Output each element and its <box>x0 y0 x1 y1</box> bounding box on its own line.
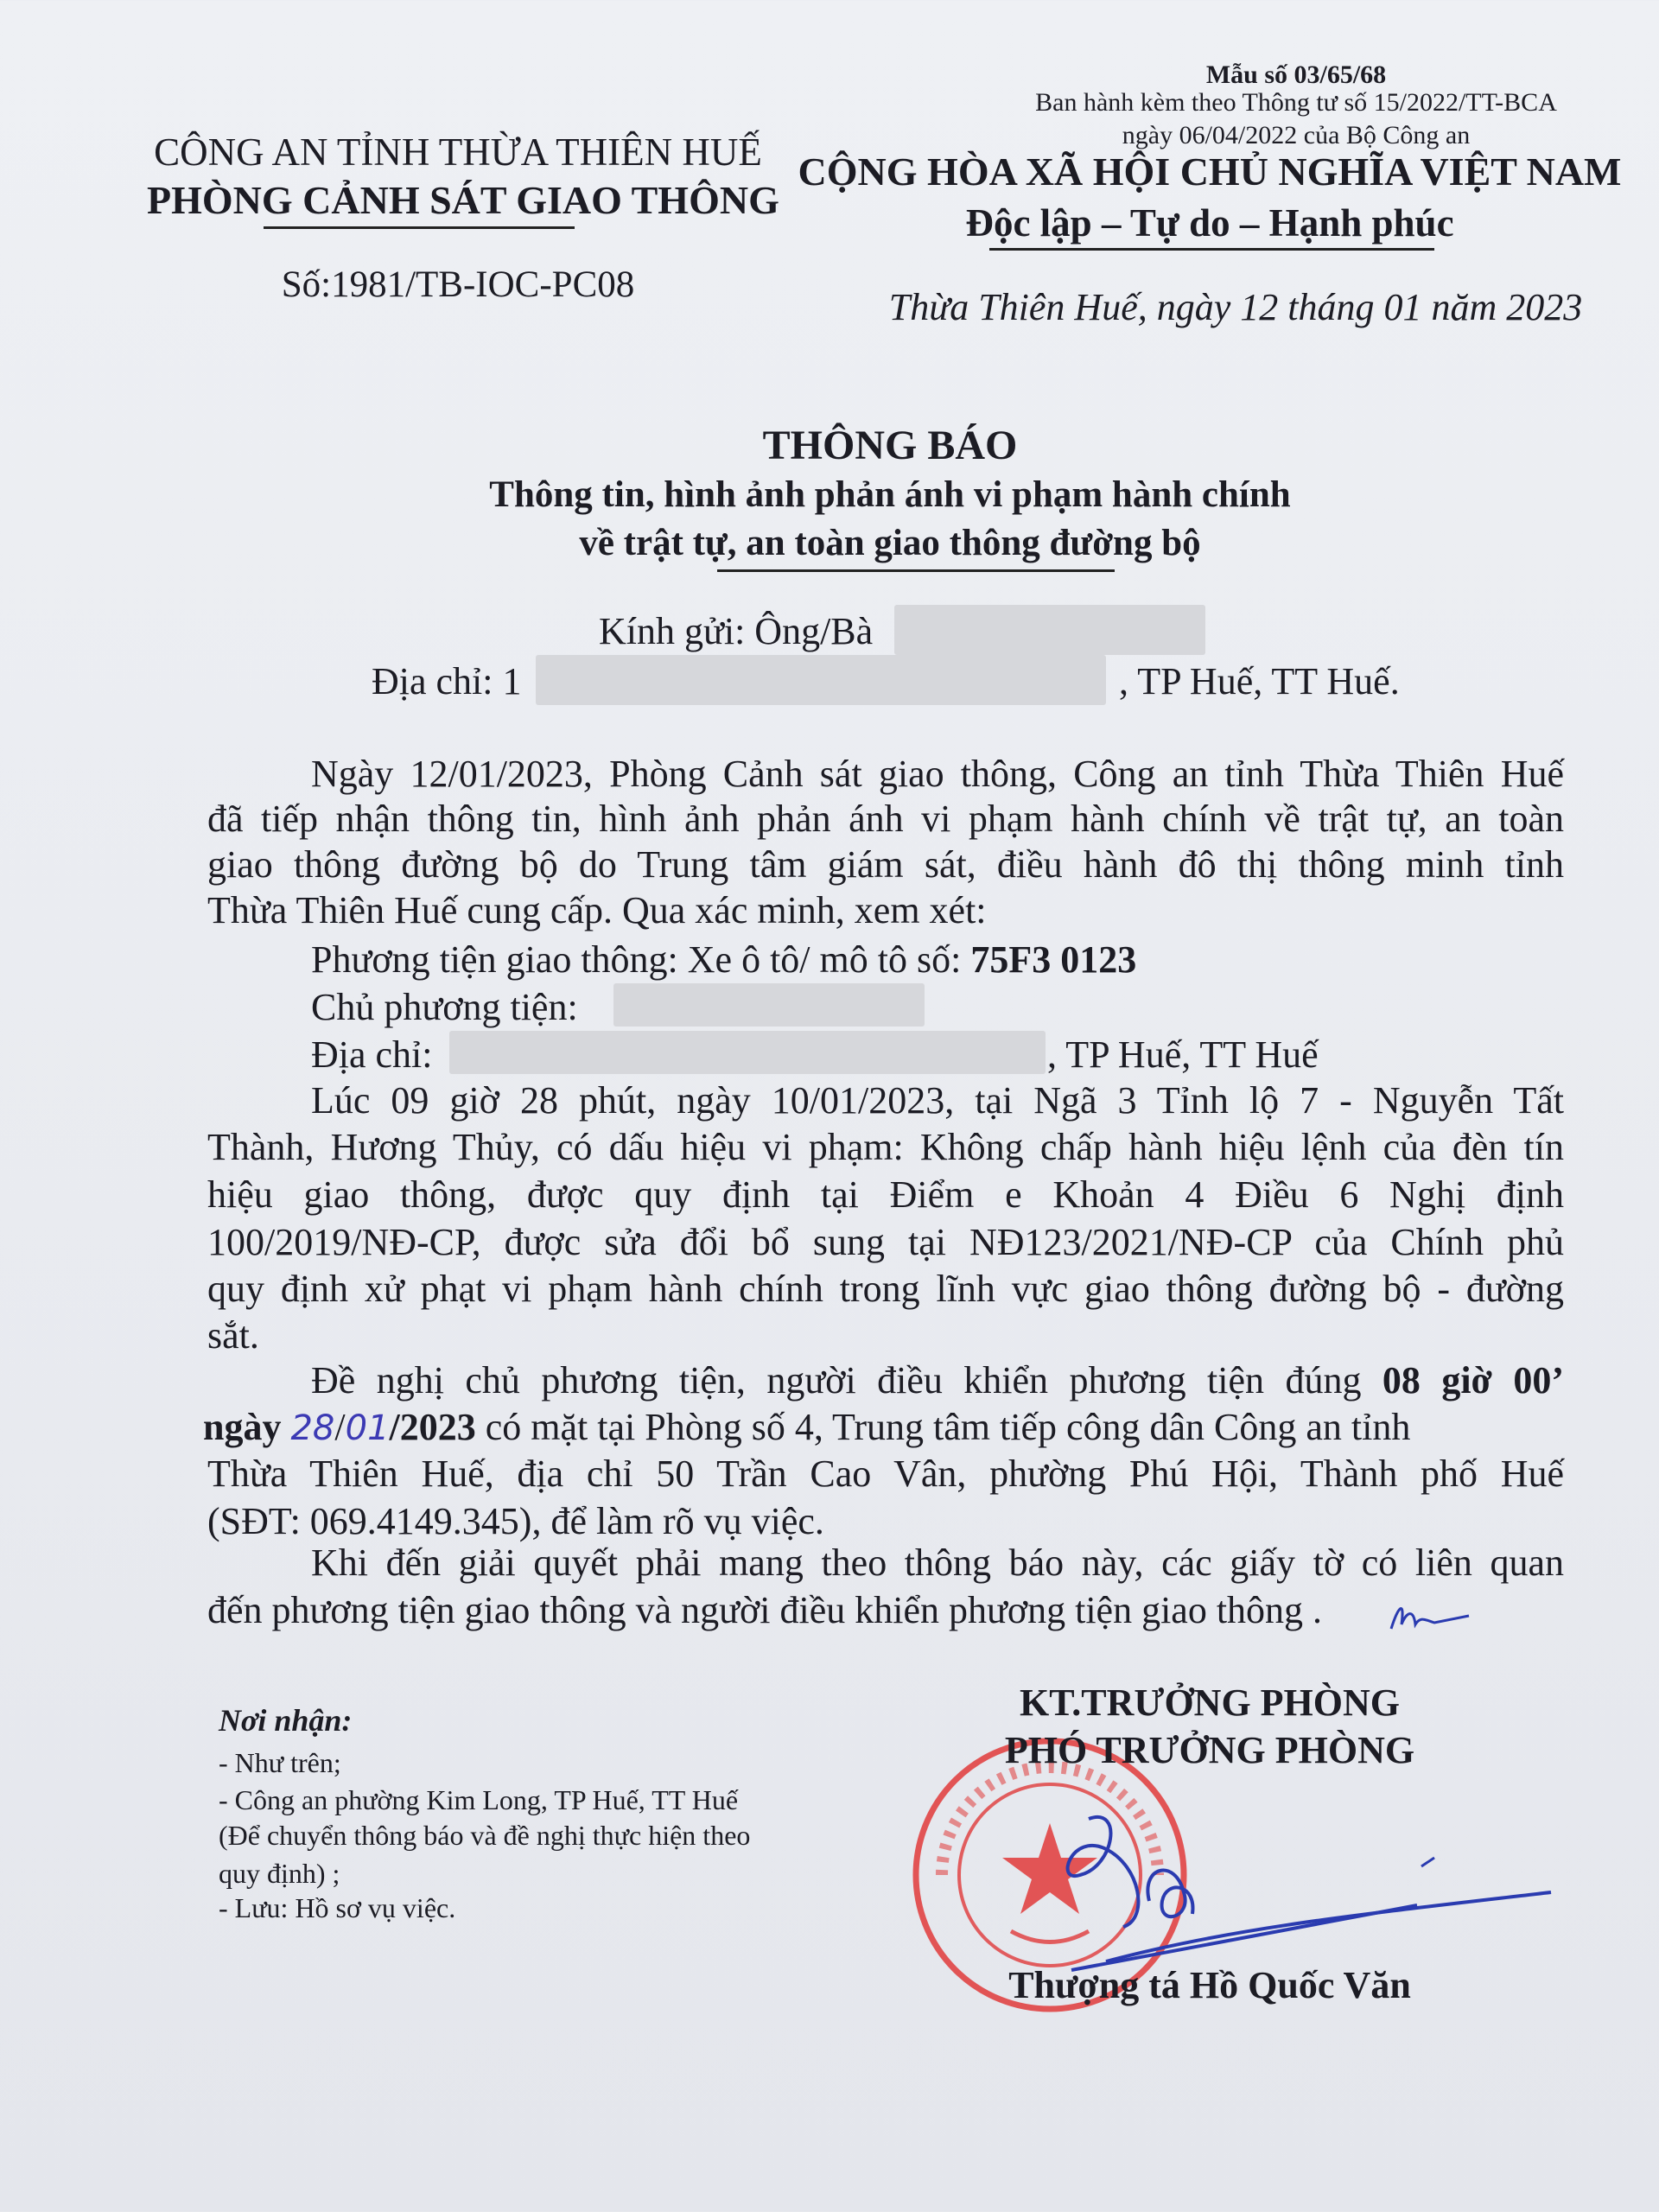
body-line: giao thông đường bộ do Trung tâm giám sát, điều hành đô thị thông minh tỉnh <box>207 843 1564 886</box>
recipient-item: quy định) ; <box>219 1858 340 1889</box>
body-line: Thành, Hương Thủy, có dấu hiệu vi phạm: Không chấp hành hiệu lệnh của đèn tín <box>207 1126 1564 1168</box>
vehicle-row <box>311 938 1136 982</box>
vehicle-label: Phương tiện giao thông: Xe ô tô/ mô tô số: <box>311 938 971 981</box>
body-line: Thừa Thiên Huế, địa chỉ 50 Trần Cao Vân, phường Phú Hội, Thành phố Huế <box>207 1452 1564 1495</box>
redacted-owner-address <box>449 1031 1046 1074</box>
body-line: Lúc 09 giờ 28 phút, ngày 10/01/2023, tại Ngã 3 Tỉnh lộ 7 - Nguyễn Tất <box>311 1079 1564 1122</box>
form-number: Mẫu số 03/65/68 <box>1205 60 1387 89</box>
department-name: PHÒNG CẢNH SÁT GIAO THÔNG <box>147 178 779 222</box>
body-line: hiệu giao thông, được quy định tại Điểm e Khoản 4 Điều 6 Nghị định <box>207 1173 1564 1216</box>
date-slash: / <box>334 1406 346 1448</box>
body-line <box>311 1358 1564 1402</box>
appointment-time: 08 giờ 00’ <box>1382 1359 1565 1402</box>
salutation: Kính gửi: Ông/Bà <box>599 610 874 652</box>
initials-mark <box>1382 1590 1478 1642</box>
body-line: Thừa Thiên Huế cung cấp. Qua xác minh, xem xét: <box>207 889 987 931</box>
appointment-text: Đề nghị chủ phương tiện, người điều khiển phương tiện đúng <box>311 1359 1382 1402</box>
document-subject-line-2: về trật tự, an toàn giao thông đường bộ <box>579 523 1201 563</box>
recipient-item: - Công an phường Kim Long, TP Huế, TT Huế <box>219 1784 739 1815</box>
national-motto: Độc lập – Tự do – Hạnh phúc <box>965 201 1454 245</box>
owner-label: Chủ phương tiện: <box>311 986 578 1028</box>
signature-title-1: KT.TRƯỞNG PHÒNG <box>1020 1681 1400 1724</box>
appointment-location: có mặt tại Phòng số 4, Trung tâm tiếp công dân Công an tỉnh <box>475 1406 1411 1448</box>
date-year: /2023 <box>389 1406 476 1448</box>
handwritten-signature <box>1020 1797 1573 1987</box>
handwritten-day: 28 <box>290 1408 335 1448</box>
signature-title-2: PHÓ TRƯỞNG PHÒNG <box>1004 1729 1415 1771</box>
document-subject-line-1: Thông tin, hình ảnh phản ánh vi phạm hành chính <box>489 474 1291 515</box>
recipient-item: - Lưu: Hồ sơ vụ việc. <box>219 1892 456 1923</box>
body-line: đến phương tiện giao thông và người điều khiển phương tiện giao thông . <box>207 1589 1323 1631</box>
document-number: Số:1981/TB-IOC-PC08 <box>281 264 635 305</box>
recipient-item: - Như trên; <box>219 1747 341 1778</box>
owner-address-tail: , TP Huế, TT Huế <box>1047 1033 1319 1076</box>
form-issued-date: ngày 06/04/2022 của Bộ Công an <box>1122 121 1471 149</box>
redacted-name <box>894 605 1205 655</box>
subject-underline <box>717 569 1115 572</box>
place-date: Thừa Thiên Huế, ngày 12 tháng 01 năm 2023 <box>888 286 1583 328</box>
owner-address-label: Địa chỉ: <box>311 1033 433 1076</box>
handwritten-month: 01 <box>345 1408 390 1448</box>
recipient-item: (Để chuyển thông báo và đề nghị thực hiện theo <box>219 1820 751 1851</box>
body-line: quy định xử phạt vi phạm hành chính trong lĩnh vực giao thông đường bộ - đường <box>207 1268 1564 1310</box>
body-line: 100/2019/NĐ-CP, được sửa đổi bổ sung tại NĐ123/2021/NĐ-CP của Chính phủ <box>207 1221 1564 1263</box>
body-line: sắt. <box>207 1314 259 1357</box>
license-plate: 75F3 0123 <box>970 938 1137 981</box>
body-line: Ngày 12/01/2023, Phòng Cảnh sát giao thông, Công an tỉnh Thừa Thiên Huế <box>311 753 1564 795</box>
body-line: (SĐT: 069.4149.345), để làm rõ vụ việc. <box>207 1500 824 1542</box>
address-tail: , TP Huế, TT Huế. <box>1119 660 1400 702</box>
date-prefix: ngày <box>203 1406 291 1448</box>
motto-underline <box>989 248 1434 251</box>
redacted-owner <box>613 983 925 1027</box>
form-issued-note: Ban hành kèm theo Thông tư số 15/2022/TT-BCA <box>1035 88 1557 117</box>
redacted-address <box>536 655 1106 705</box>
department-underline <box>264 226 575 229</box>
recipients-title: Nơi nhận: <box>219 1703 353 1738</box>
body-line: Khi đến giải quyết phải mang theo thông báo này, các giấy tờ có liên quan <box>311 1541 1564 1584</box>
national-title: CỘNG HÒA XÃ HỘI CHỦ NGHĨA VIỆT NAM <box>798 149 1622 194</box>
document-heading: THÔNG BÁO <box>762 423 1018 468</box>
signer-name: Thượng tá Hồ Quốc Văn <box>1008 1964 1411 2006</box>
address-label: Địa chỉ: 1 <box>372 660 522 702</box>
body-line: đã tiếp nhận thông tin, hình ảnh phản ánh vi phạm hành chính về trật tự, an toàn <box>207 798 1564 840</box>
agency-name: CÔNG AN TỈNH THỪA THIÊN HUẾ <box>154 130 762 174</box>
appointment-date-row <box>203 1405 1410 1449</box>
